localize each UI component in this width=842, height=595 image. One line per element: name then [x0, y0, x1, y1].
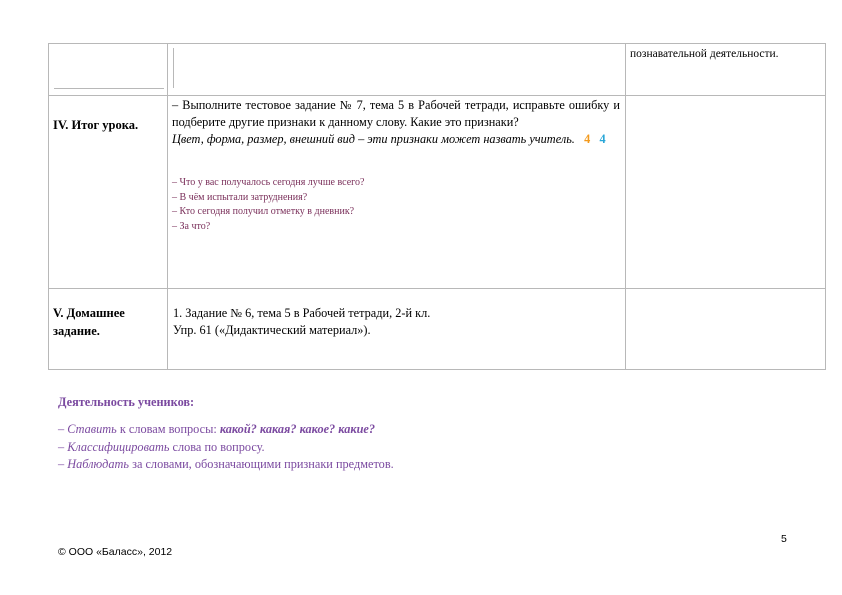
- homework-line-1: 1. Задание № 6, тема 5 в Рабочей тетради, 2-й кл.: [173, 306, 431, 320]
- activity-verb-2: – Классифицировать: [58, 440, 170, 454]
- summary-task-text: – Выполните тестовое задание № 7, тема 5 в Рабочей тетради, исправьте ошибку и подберите другие признаки к данному слову. Какие это признаки?: [172, 98, 620, 129]
- activity-item-2: [58, 439, 265, 456]
- activity-text-3: за словами, обозначающими признаки предметов.: [129, 457, 394, 471]
- row1-notes: познавательной деятельности.: [630, 48, 779, 60]
- row1-notes-cell: [630, 46, 820, 63]
- stage-title-homework-2: задание.: [53, 324, 100, 338]
- activity-text-1: к словам вопросы:: [116, 422, 220, 436]
- homework-line-2: Упр. 61 («Дидактический материал»).: [173, 323, 371, 337]
- row3-content-cell: [173, 305, 621, 339]
- stage-title-summary: IV. Итог урока.: [53, 118, 139, 132]
- activity-verb-1: – Ставить: [58, 422, 117, 436]
- number-badge-blue: 4: [599, 132, 606, 146]
- summary-teacher-note: [172, 131, 620, 148]
- activity-title: Деятельность учеников:: [58, 395, 195, 409]
- activity-item-1: [58, 421, 375, 438]
- reflection-questions: [172, 176, 620, 234]
- activity-verb-3: – Наблюдать: [58, 457, 130, 471]
- question-item: – Что у вас получалось сегодня лучше всего?: [172, 177, 365, 188]
- activity-questions: какой? какая? какое? какие?: [219, 422, 376, 436]
- activity-item-3: [58, 456, 394, 473]
- row2-stage-cell: [53, 116, 163, 134]
- page-number: 5: [781, 533, 787, 545]
- number-badge-orange: 4: [584, 132, 591, 146]
- row2-content-cell: [172, 97, 620, 234]
- stage-title-homework-1: V. Домашнее: [53, 306, 125, 320]
- footer-copyright: © ООО «Баласс», 2012: [58, 546, 173, 558]
- question-item: – Кто сегодня получил отметку в дневник?: [172, 206, 355, 217]
- activity-text-2: слова по вопросу.: [169, 440, 265, 454]
- question-item: – За что?: [172, 220, 211, 232]
- teacher-note-text: Цвет, форма, размер, внешний вид – эти признаки может назвать учитель.: [172, 132, 575, 146]
- question-item: – В чём испытали затруднения?: [172, 191, 308, 203]
- row3-stage-cell: [53, 304, 163, 340]
